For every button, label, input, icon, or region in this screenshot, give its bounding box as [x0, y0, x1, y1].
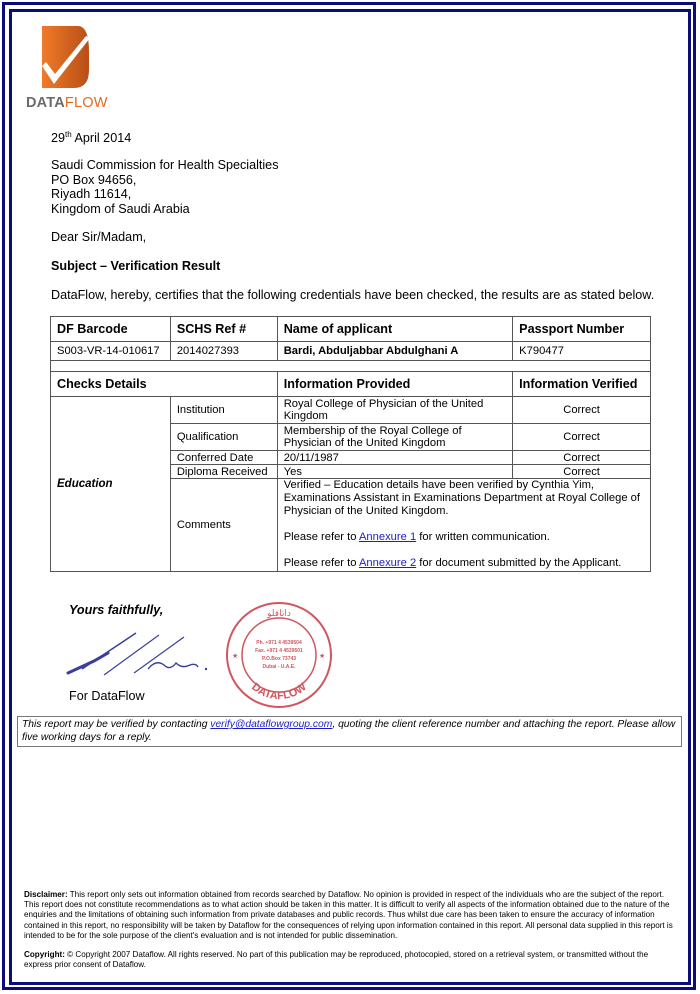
copyright-text: © Copyright 2007 Dataflow. All rights reserved. No part of this publication may be reproduced, photocopied, stored on a retrieval system, or transmitted without the express prior consent of Dataflow.: [24, 950, 649, 970]
check-row: [51, 397, 651, 424]
copyright-label: Copyright:: [24, 950, 65, 959]
annexure-2-prefix: Please refer to: [283, 557, 359, 569]
stamp-line: Dubai - U.A.E.: [262, 664, 296, 670]
spacer-cell: [51, 361, 651, 372]
header-applicant-name: Name of applicant: [277, 317, 512, 342]
comments-text: Verified – Education details have been verified by Cynthia Yim, Examinations Assistant in Examinations Department at Royal College of Physician of the United Kingdom.: [283, 479, 641, 517]
date-suffix: th: [65, 130, 72, 139]
header-checks-details: Checks Details: [51, 372, 278, 397]
stamp-company-name: [249, 681, 309, 703]
header-schs-ref: SCHS Ref #: [170, 317, 277, 342]
annexure-1-suffix: for written communication.: [416, 531, 550, 543]
address-line: Saudi Commission for Health Specialties: [51, 158, 279, 172]
header-information-provided: Information Provided: [277, 372, 512, 397]
annexure-1-prefix: Please refer to: [283, 531, 359, 543]
recipient-address: [51, 158, 279, 216]
salutation: Dear Sir/Madam,: [51, 230, 147, 244]
company-stamp-icon: [224, 600, 334, 710]
annexure-1-link[interactable]: Annexure 1: [358, 531, 417, 543]
closing-yours-faithfully: Yours faithfully,: [69, 603, 164, 617]
check-category: Education: [51, 397, 171, 572]
brand-word-flow: FLOW: [64, 95, 108, 111]
applicant-header-row: [51, 317, 651, 342]
check-verified: Correct: [513, 465, 651, 479]
check-verified: Correct: [513, 451, 651, 465]
check-label: Institution: [170, 397, 277, 424]
annexure-1-line: [284, 531, 644, 544]
checks-header-row: [51, 372, 651, 397]
disclaimer-text: This report only sets out information obtained from records searched by Dataflow. No opinion is provided in respect of the individuals who are the subject of the report. This report does not constitute recommendations as to what action should be taken in this matter. It is difficult to verify all aspects of the information obtained due to the nature of the enquiries and the limitations of obtaining such information from private databases and public records. Thus whilst due care has been taken to ensure the accuracy of information contained in this report, no responsibility will be taken by Dataflow for the consequences of relying upon information contained in this report. All personal data supplied in this report is intended to be for the sole purpose of the client's evaluation and is not intended for public dissemination.: [24, 890, 673, 940]
check-provided: 20/11/1987: [277, 451, 512, 465]
check-verified: Correct: [513, 397, 651, 424]
check-provided: Royal College of Physician of the United Kingdom: [277, 397, 512, 424]
handwritten-signature-icon: [64, 625, 214, 680]
date-day: 29: [51, 131, 66, 146]
intro-paragraph: DataFlow, hereby, certifies that the following credentials have been checked, the results are as stated below.: [51, 288, 655, 302]
annexure-2-suffix: for document submitted by the Applicant.: [416, 557, 622, 569]
copyright: [24, 950, 676, 970]
df-barcode-value: S003-VR-14-010617: [51, 342, 171, 361]
check-provided: Membership of the Royal College of Physician of the United Kingdom: [277, 424, 512, 451]
disclaimer: [24, 890, 676, 941]
stamp-company-name-path: DATAFLOW: [249, 680, 309, 703]
applicant-name-value: Bardi, Abduljabbar Abdulghani A: [277, 342, 512, 361]
comments-cell: [277, 479, 650, 572]
header-passport-number: Passport Number: [513, 317, 651, 342]
check-label: Qualification: [170, 424, 277, 451]
stamp-line: Ph. +971 4 4539504: [256, 640, 302, 646]
subject-line: Subject – Verification Result: [51, 259, 221, 273]
notice-prefix: This report may be verified by contacting: [22, 719, 211, 730]
verification-notice: [17, 716, 682, 747]
address-line: Riyadh 11614,: [51, 187, 132, 201]
letter-date: [51, 128, 131, 146]
date-rest: April 2014: [71, 131, 132, 146]
verification-table: [50, 316, 651, 572]
notice-suffix: , quoting the client reference number and attaching the report. Please allow five working days for a reply.: [22, 719, 676, 743]
check-verified: Correct: [513, 424, 651, 451]
table-spacer-row: [51, 361, 651, 372]
for-dataflow: For DataFlow: [69, 689, 145, 703]
annexure-2-link[interactable]: Annexure 2: [358, 557, 417, 569]
header-information-verified: Information Verified: [513, 372, 651, 397]
stamp-arabic-name: داتافلو: [267, 609, 291, 619]
passport-number-value: K790477: [513, 342, 651, 361]
annexure-2-line: [284, 557, 644, 570]
disclaimer-label: Disclaimer:: [24, 890, 68, 899]
check-provided: Yes: [277, 465, 512, 479]
header-df-barcode: DF Barcode: [51, 317, 171, 342]
check-label: Diploma Received: [170, 465, 277, 479]
stamp-line: P.O.Box 73743: [261, 656, 297, 662]
stamp-star-right: ★: [319, 653, 326, 660]
verify-email-link[interactable]: verify@dataflowgroup.com: [210, 719, 333, 730]
brand-word-data: DATA: [26, 95, 65, 111]
comments-label: Comments: [170, 479, 277, 572]
applicant-row: [51, 342, 651, 361]
stamp-star-left: ★: [232, 653, 239, 660]
stamp-line: Fax. +971 4 4539501: [255, 648, 303, 654]
address-line: PO Box 94656,: [51, 172, 137, 187]
check-label: Conferred Date: [170, 451, 277, 465]
brand-wordmark: [26, 95, 108, 111]
address-line: Kingdom of Saudi Arabia: [51, 201, 190, 216]
schs-ref-value: 2014027393: [170, 342, 277, 361]
